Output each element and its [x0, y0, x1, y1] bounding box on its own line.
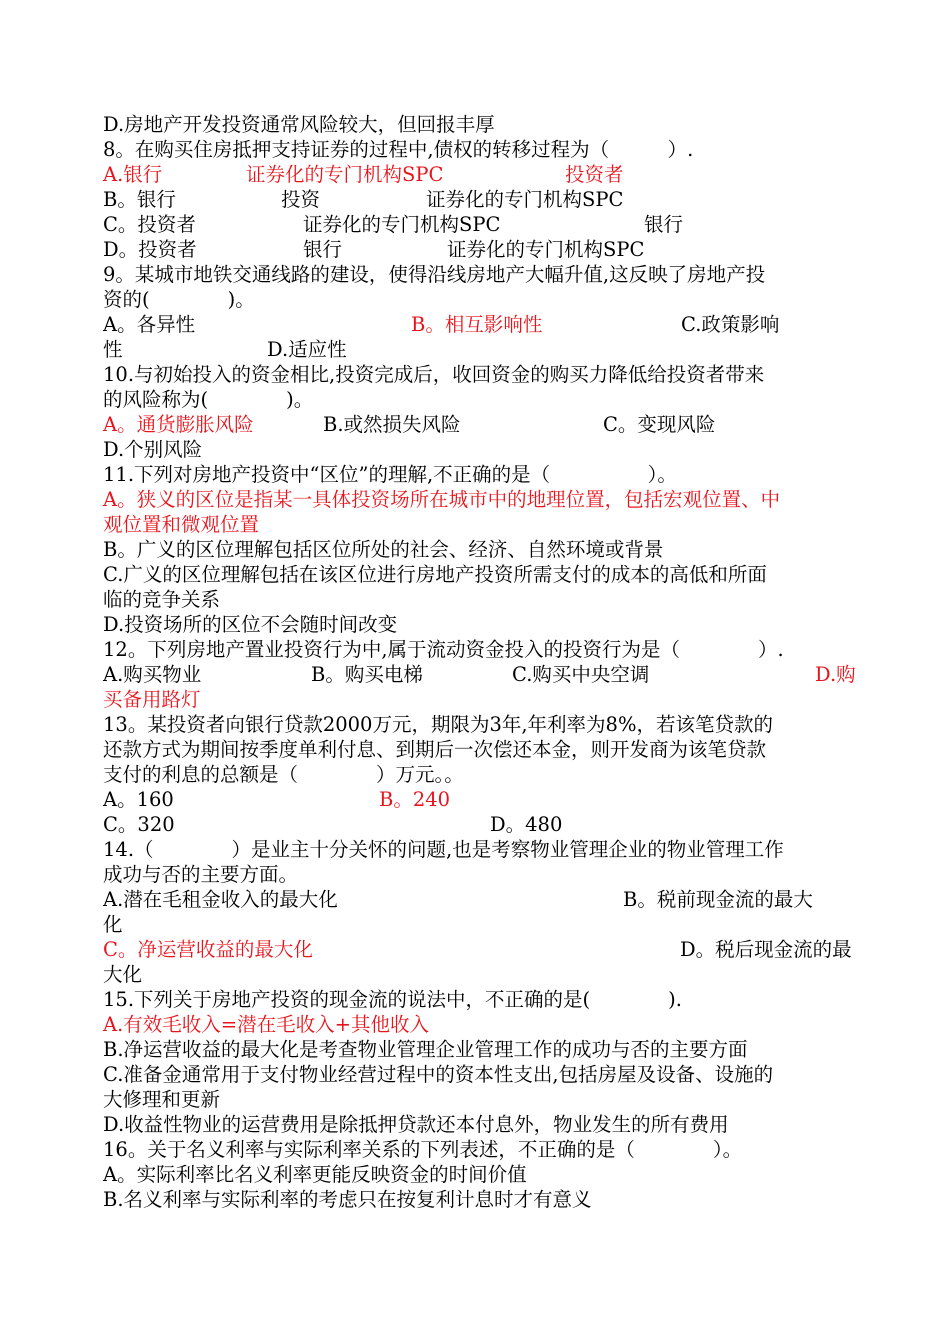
answer-text: A。狭义的区位是指某一具体投资场所在城市中的地理位置，包括宏观位置、中 [103, 488, 781, 511]
text-line: 还款方式为期间按季度单利付息、到期后一次偿还本金，则开发商为该笔贷款 [103, 738, 767, 761]
text-line: C.购买中央空调 [512, 663, 650, 686]
text-line: C。投资者 [103, 213, 196, 236]
text-line: C.准备金通常用于支付物业经营过程中的资本性支出,包括房屋及设备、设施的 [103, 1063, 774, 1086]
text-line: 大修理和更新 [103, 1088, 221, 1111]
text-line: C.广义的区位理解包括在该区位进行房地产投资所需支付的成本的高低和所面 [103, 563, 767, 586]
answer-text: B。240 [379, 788, 451, 811]
text-line: 10.与初始投入的资金相比,投资完成后，收回资金的购买力降低给投资者带来 [103, 363, 765, 386]
text-line: A。各异性 [103, 313, 196, 336]
text-line: 16。关于名义利率与实际利率关系的下列表述，不正确的是（ ）。 [103, 1138, 743, 1161]
text-line: 支付的利息的总额是（ ）万元。。 [103, 763, 464, 786]
text-line: D.房地产开发投资通常风险较大，但回报丰厚 [103, 113, 495, 136]
text-line: A.购买物业 [103, 663, 202, 686]
answer-text: D.购 [815, 663, 856, 686]
text-line: 的风险称为( )。 [103, 388, 314, 411]
text-line: 成功与否的主要方面。 [103, 863, 299, 886]
text-line: 8。在购买住房抵押支持证券的过程中,债权的转移过程为（ ）. [103, 138, 694, 161]
text-line: B。银行 [103, 188, 176, 211]
text-line: 12。下列房地产置业投资行为中,属于流动资金投入的投资行为是（ ）. [103, 638, 784, 661]
text-line: 化 [103, 913, 123, 936]
text-line: C。变现风险 [603, 413, 716, 436]
text-line: C.政策影响 [681, 313, 780, 336]
text-line: D.投资场所的区位不会随时间改变 [103, 613, 398, 636]
answer-text: 买备用路灯 [103, 688, 201, 711]
text-line: D.收益性物业的运营费用是除抵押贷款还本付息外，物业发生的所有费用 [103, 1113, 729, 1136]
text-line: D.个别风险 [103, 438, 203, 461]
answer-text: A.银行 [103, 163, 163, 186]
text-line: A.潜在毛租金收入的最大化 [103, 888, 338, 911]
answer-text: A.有效毛收入=潜在毛收入+其他收入 [103, 1013, 429, 1036]
text-line: B。购买电梯 [311, 663, 423, 686]
answer-text: 投资者 [565, 163, 624, 186]
answer-text: B。相互影响性 [411, 313, 543, 336]
text-line: 证券化的专门机构SPC [447, 238, 645, 261]
text-line: 14.（ ）是业主十分关怀的问题,也是考察物业管理企业的物业管理工作 [103, 838, 784, 861]
text-line: 银行 [303, 238, 343, 261]
text-line: B.净运营收益的最大化是考查物业管理企业管理工作的成功与否的主要方面 [103, 1038, 748, 1061]
text-line: 大化 [103, 963, 143, 986]
text-line: 11.下列对房地产投资中“区位”的理解,不正确的是（ ）。 [103, 463, 677, 486]
text-line: 银行 [644, 213, 684, 236]
answer-text: C。净运营收益的最大化 [103, 938, 313, 961]
text-line: 9。某城市地铁交通线路的建设，使得沿线房地产大幅升值,这反映了房地产投 [103, 263, 766, 286]
text-line: 投资 [281, 188, 321, 211]
text-line: 证券化的专门机构SPC [303, 213, 501, 236]
text-line: A。实际利率比名义利率更能反映资金的时间价值 [103, 1163, 527, 1186]
text-line: B.名义利率与实际利率的考虑只在按复利计息时才有意义 [103, 1188, 592, 1211]
text-line: A。160 [103, 788, 174, 811]
text-line: C。320 [103, 813, 175, 836]
text-line: 证券化的专门机构SPC [426, 188, 624, 211]
text-line: 性 [103, 338, 123, 361]
text-line: 资的( )。 [103, 288, 255, 311]
text-line: D.适应性 [267, 338, 347, 361]
text-line: D。投资者 [103, 238, 197, 261]
answer-text: 观位置和微观位置 [103, 513, 260, 536]
text-line: 临的竞争关系 [103, 588, 221, 611]
text-line: B.或然损失风险 [323, 413, 461, 436]
answer-text: 证券化的专门机构SPC [246, 163, 444, 186]
text-line: 15.下列关于房地产投资的现金流的说法中，不正确的是( ). [103, 988, 682, 1011]
text-line: 13。某投资者向银行贷款2000万元，期限为3年,年利率为8%，若该笔贷款的 [103, 713, 773, 736]
text-line: B。税前现金流的最大 [623, 888, 813, 911]
text-line: D。480 [490, 813, 563, 836]
answer-text: A。通货膨胀风险 [103, 413, 254, 436]
text-line: D。税后现金流的最 [680, 938, 852, 961]
text-line: B。广义的区位理解包括区位所处的社会、经济、自然环境或背景 [103, 538, 664, 561]
